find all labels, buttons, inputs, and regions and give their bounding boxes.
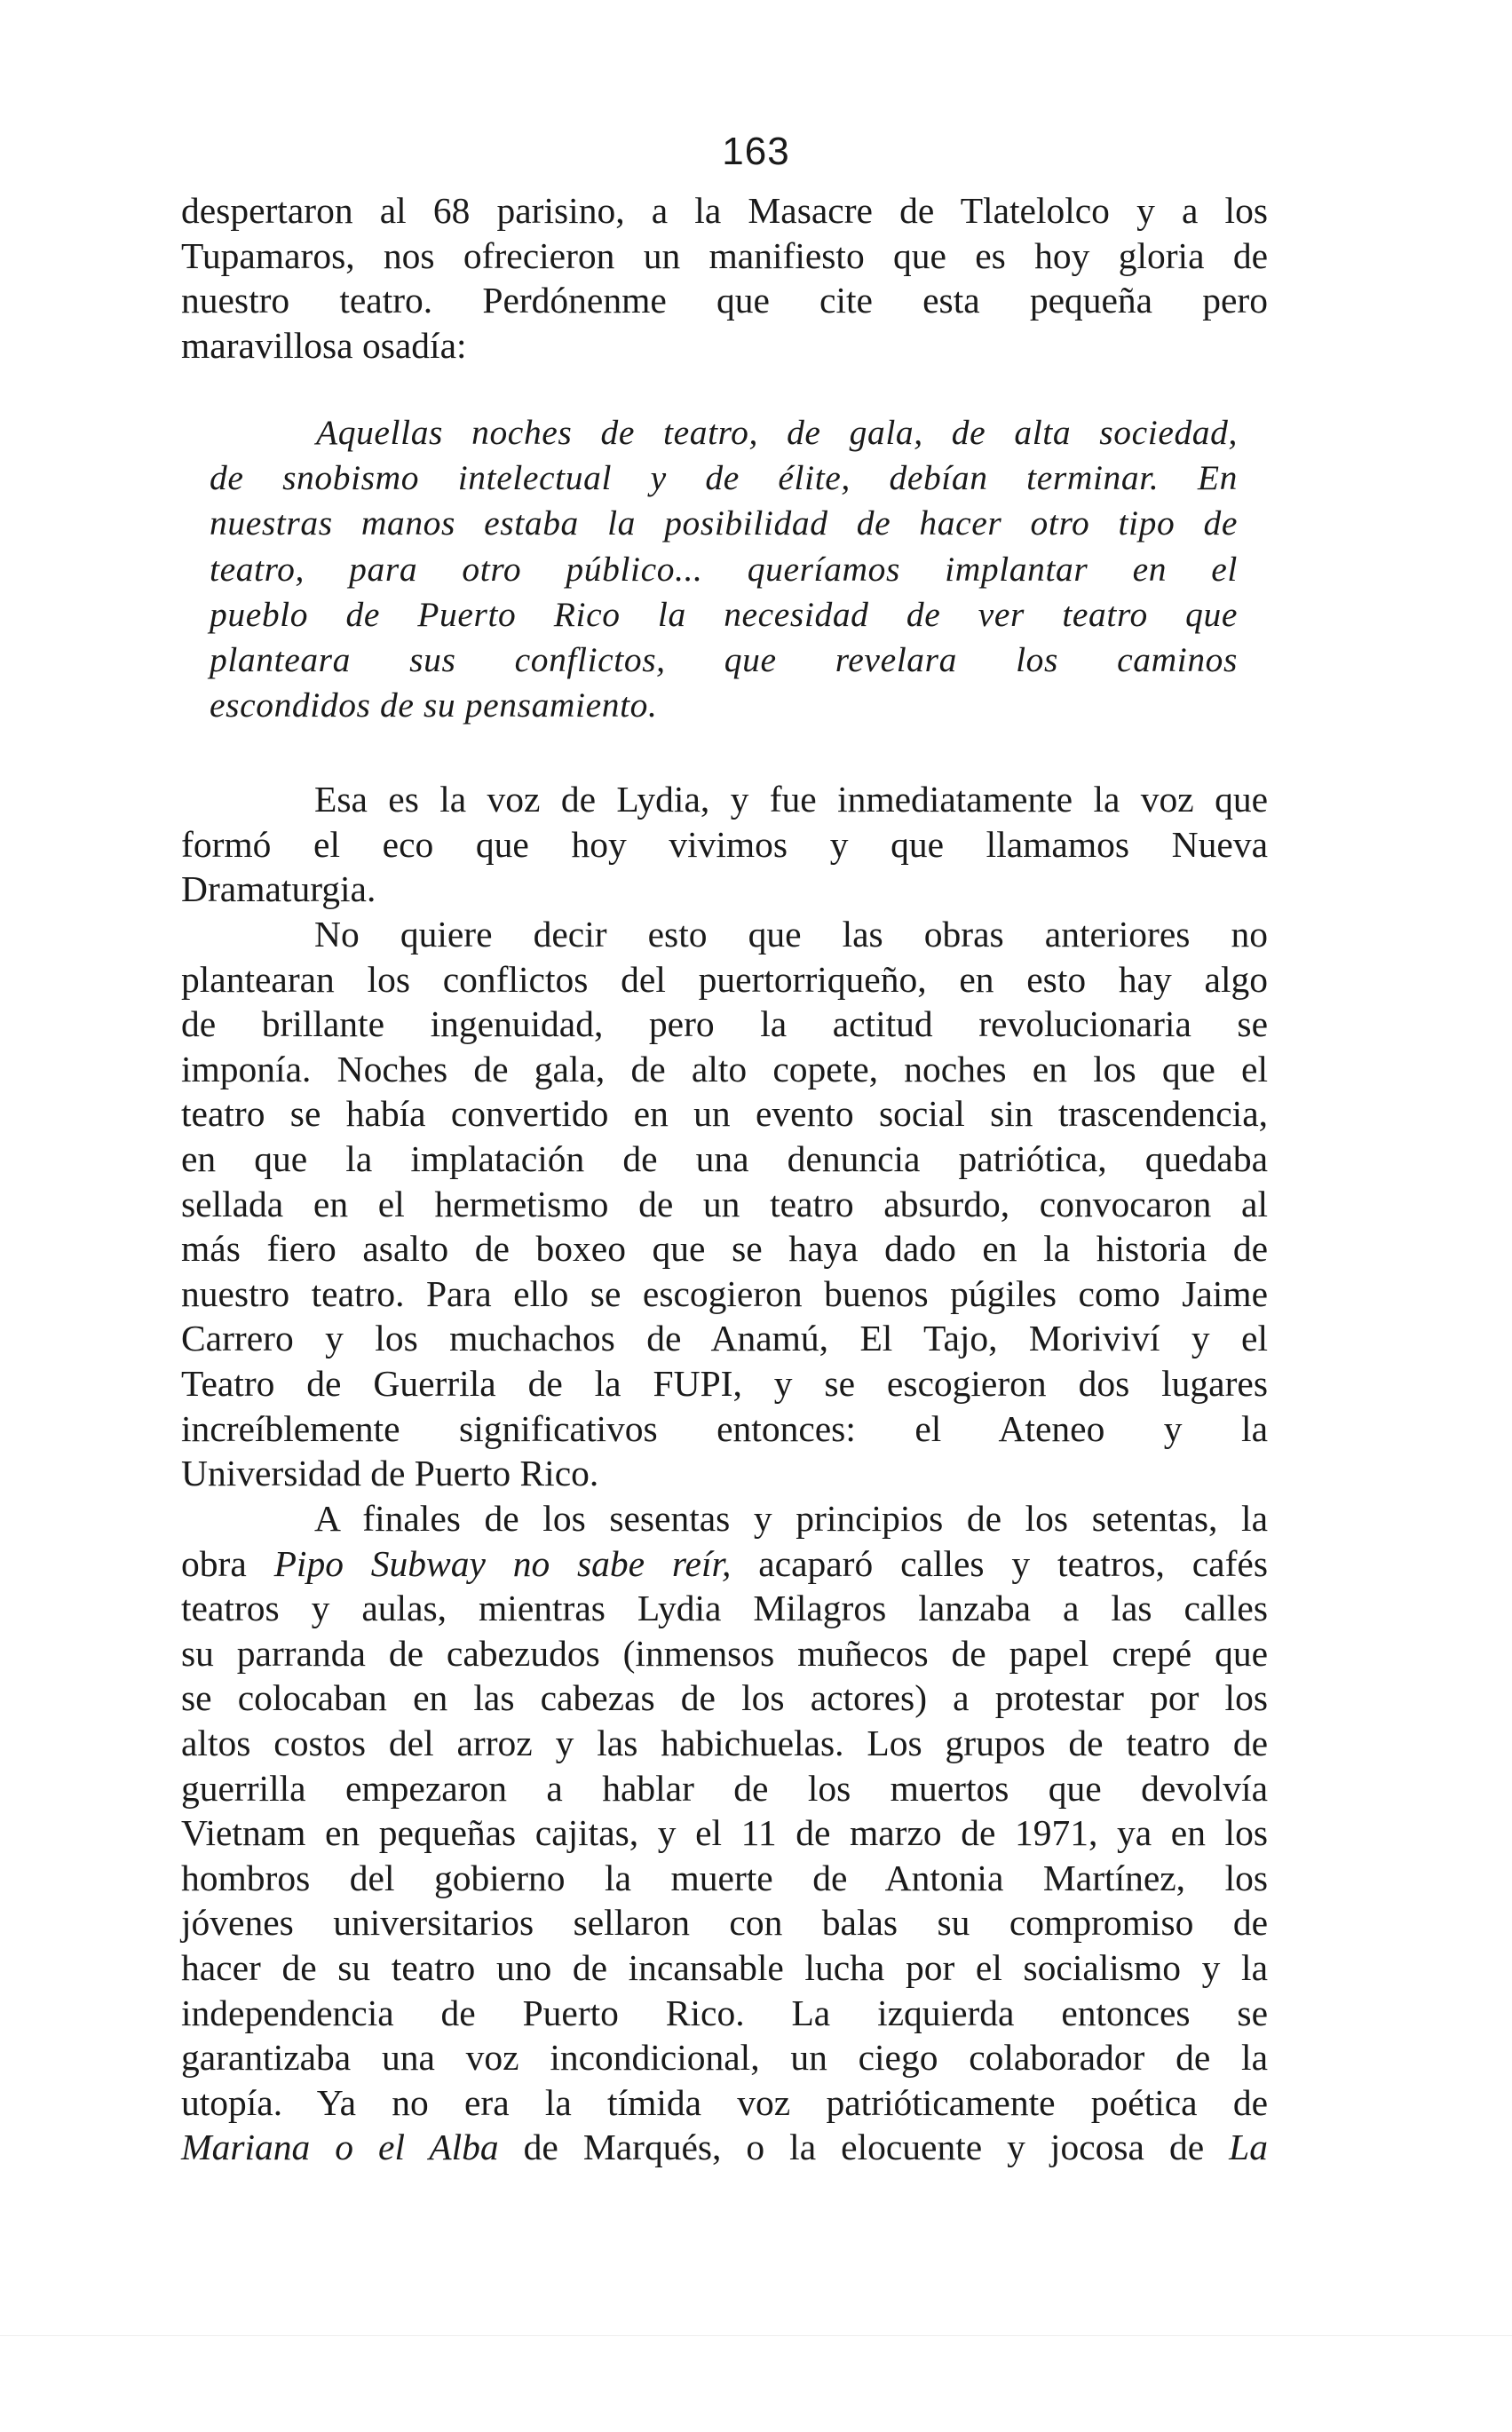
paragraph-finales-sesentas <box>181 1496 1268 2170</box>
intro-paragraph <box>181 188 1268 368</box>
text-line: nuestro teatro. Perdónenme que cite esta pequeña pero <box>181 280 1268 321</box>
text-line: utopía. Ya no era la tímida voz patrióticamente poética de <box>181 2081 1268 2123</box>
text-line: altos costos del arroz y las habichuelas. Los grupos de teatro de <box>181 1722 1268 1763</box>
text-line: maravillosa osadía: <box>181 324 467 366</box>
work-title: Pipo Subway no sabe reír, <box>273 1542 732 1584</box>
quote-line: de snobismo intelectual y de élite, debían terminar. En <box>210 458 1238 498</box>
text-line: A finales de los sesentas y principios de los setentas, la <box>314 1498 1268 1539</box>
text-line: despertaron al 68 parisino, a la Masacre de Tlatelolco y a los <box>181 190 1268 231</box>
paragraph-text <box>181 912 1268 1496</box>
quote-line: teatro, para otro público... queríamos implantar en el <box>210 549 1238 589</box>
quote-line: planteara sus conflictos, que revelara los caminos <box>210 640 1238 680</box>
text-line: guerrilla empezaron a hablar de los muertos que devolvía <box>181 1767 1268 1809</box>
text-line: formó el eco que hoy vivimos y que llamamos Nueva <box>181 823 1268 865</box>
text-line: su parranda de cabezudos (inmensos muñecos de papel crepé que <box>181 1632 1268 1674</box>
text-line: Dramaturgia. <box>181 868 376 910</box>
text-line: increíblemente significativos entonces: el Ateneo y la <box>181 1407 1268 1449</box>
scan-edge-line <box>0 2335 1512 2336</box>
text-line: sellada en el hermetismo de un teatro absurdo, convocaron al <box>181 1183 1268 1224</box>
text-line: de brillante ingenuidad, pero la actitud revolucionaria se <box>181 1003 1268 1045</box>
intro-text <box>181 188 1268 368</box>
work-title: La <box>1229 2127 1268 2168</box>
text-line: teatros y aulas, mientras Lydia Milagros lanzaba a las calles <box>181 1588 1268 1629</box>
text-line: hacer de su teatro uno de incansable lucha por el socialismo y la <box>181 1946 1268 1988</box>
paragraph-lydia-voice <box>181 777 1268 912</box>
text-segment: de Marqués, o la elocuente y jocosa de <box>498 2127 1230 2168</box>
text-line <box>181 1541 1268 1587</box>
text-segment: acaparó calles y teatros, cafés <box>731 1542 1268 1584</box>
text-line: No quiere decir esto que las obras anteriores no <box>314 914 1268 955</box>
text-line: Tupamaros, nos ofrecieron un manifiesto que es hoy gloria de <box>181 234 1268 276</box>
text-line: se colocaban en las cabezas de los actores) a protestar por los <box>181 1677 1268 1719</box>
text-line: plantearan los conflictos del puertorriqueño, en esto hay algo <box>181 958 1268 1000</box>
text-line: Carrero y los muchachos de Anamú, El Tajo, Moriviví y el <box>181 1318 1268 1359</box>
quote-line: pueblo de Puerto Rico la necesidad de ver teatro que <box>210 594 1238 634</box>
work-title: Mariana o el Alba <box>181 2127 499 2168</box>
page-number: 163 <box>722 130 790 173</box>
text-line: independencia de Puerto Rico. La izquierda entonces se <box>181 1992 1268 2033</box>
text-line: hombros del gobierno la muerte de Antonia Martínez, los <box>181 1857 1268 1898</box>
paragraph-obras-anteriores <box>181 912 1268 1496</box>
text-line: Teatro de Guerrila de la FUPI, y se escogieron dos lugares <box>181 1362 1268 1404</box>
text-segment: obra <box>181 1542 274 1584</box>
quote-line: Aquellas noches de teatro, de gala, de alta sociedad, <box>316 413 1238 452</box>
text-line: Vietnam en pequeñas cajitas, y el 11 de marzo de 1971, ya en los <box>181 1812 1268 1854</box>
text-line <box>181 2125 1268 2170</box>
quote-line: escondidos de su pensamiento. <box>210 685 658 725</box>
text-line: más fiero asalto de boxeo que se haya dado en la historia de <box>181 1228 1268 1270</box>
text-line: imponía. Noches de gala, de alto copete, noches en los que el <box>181 1048 1268 1089</box>
text-line: jóvenes universitarios sellaron con balas su compromiso de <box>181 1902 1268 1944</box>
text-line: Universidad de Puerto Rico. <box>181 1453 599 1494</box>
text-line: teatro se había convertido en un evento social sin trascendencia, <box>181 1093 1268 1135</box>
text-line: en que la implatación de una denuncia patriótica, quedaba <box>181 1137 1268 1179</box>
paragraph-text <box>181 777 1268 912</box>
text-line: garantizaba una voz incondicional, un ciego colaborador de la <box>181 2037 1268 2079</box>
paragraph-text <box>181 1496 1268 2170</box>
quote-line: nuestras manos estaba la posibilidad de hacer otro tipo de <box>210 503 1238 543</box>
text-line: nuestro teatro. Para ello se escogieron buenos púgiles como Jaime <box>181 1272 1268 1314</box>
block-quote <box>210 410 1238 728</box>
text-line: Esa es la voz de Lydia, y fue inmediatamente la voz que <box>314 779 1268 820</box>
